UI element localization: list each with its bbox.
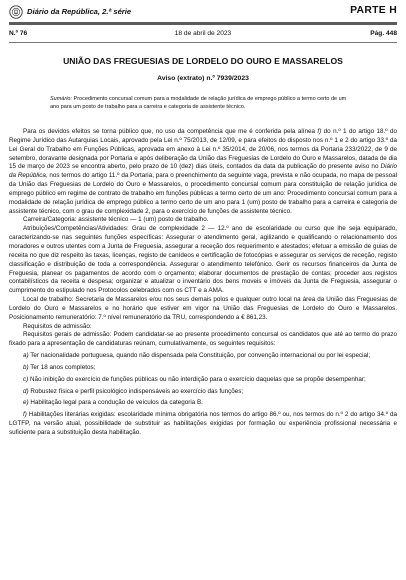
coat-of-arms-icon xyxy=(9,5,23,19)
item-text: Ter 18 anos completos; xyxy=(28,363,96,371)
requirement-item xyxy=(9,388,397,397)
text-run: do n.º 1 do artigo 18.º do Regime Jurídico das Autarquias Locais, aprovado pela Lei n.º 75/2013, de 12/09, e para efeitos do disposto nos n.º 1 e 2 do artigo 33.º da Lei Geral do Trabalho em Funções Públicas, aprovada em anexo à Lei n.º 35/2014, de 20/06, nos termos da Portaria 233/2022, de 9 de setembro, doravante designada por Portaria e após deliberação da União das Freguesias de Lordelo do Ouro e Massarelos, datada de dia 15 de março de 2023 se encontra aberto, pelo prazo de 10 (dez) dias úteis, contados da data da publicação do presente aviso no xyxy=(9,128,397,171)
paragraph-intro xyxy=(9,128,397,216)
item-letter: f) xyxy=(23,411,27,419)
item-text: Robustez física e perfil psicológico indispensáveis ao exercício das funções; xyxy=(28,387,244,395)
item-letter: b) xyxy=(23,363,29,371)
issue-line xyxy=(9,30,397,40)
summary xyxy=(50,96,356,111)
text-run: Para os devidos efeitos se torna público que, no uso da competência que me é conferida pela alínea xyxy=(23,128,318,135)
paragraph-requirements-heading: Requisitos de admissão: xyxy=(23,322,92,330)
page-number: Pág. 448 xyxy=(370,30,397,37)
requirement-item xyxy=(9,399,397,408)
header-divider xyxy=(9,42,397,43)
header-rule xyxy=(9,22,397,25)
entity-title: UNIÃO DAS FREGUESIAS DE LORDELO DO OURO E MASSARELOS xyxy=(63,56,343,66)
notice-body xyxy=(9,128,397,438)
paragraph-duties: Atribuições/Competências/Atividades: Grau de complexidade 2 — 12.º ano de escolaridade ou curso que lhe seja equiparado, caracterizando-se nas seguintes funções específicas: Assegurar o atendimento geral, agilizando e qualificando o relacionamento dos moradores e outros utentes com a Junta de Freguesia, assegurar a receção dos requerimento e atestados; efetuar a emissão de guias de receita no que diz respeito às taxas, licenças, registo de canídeos e certificação de fotocópias e assegurar os serviços de receção, registo classificação e distribuição de toda a correspondência. Assegurar o atendimento telefónico. Gerir os recursos financeiros da Junta de Freguesia, planear os pagamentos de acordo com o orçamento; elaborar documentos de prestação de contas; proceder aos registos contabilísticos da receita e despesa; organizar e atualizar o inventário dos bens moveis e imóveis da Junta de Freguesia, assegurar o cumprimento do estipulado nos Protocolos celebrados com os CTT e a AMA. xyxy=(9,225,397,295)
part-label: PARTE H xyxy=(350,5,397,16)
item-text: Não inibição do exercício de funções públicas ou não interdição para o exercício daquelas que se propõe desempenhar; xyxy=(28,375,366,383)
item-letter: a) xyxy=(23,352,29,360)
item-letter: e) xyxy=(23,399,29,407)
summary-label: Sumário: xyxy=(50,96,73,102)
issue-number: N.º 76 xyxy=(9,30,28,37)
publication-title: Diário da República, 2.ª série xyxy=(27,7,132,16)
text-run: , nos termos do artigo 11.º da Portaria, para o preenchimento da seguinte vaga, prevista e não ocupada, no mapa de pessoal da União das Freguesias de Lordelo do Ouro e Massarelos, o procedimento concursal comum para constituição de relação jurídica de emprego público em regime de contrato de trabalho em funções públicas a termo certo de um ano: Procedimento concursal comum para a modalidade de relação jurídica de emprego público a termo certo de um ano para 1 (um) posto de trabalho para a carreira e categoria de assistente técnico, com o grau de complexidade 2, para o exercício de funções de assistente técnico. xyxy=(9,172,397,215)
requirement-item xyxy=(9,376,397,385)
requirement-item xyxy=(9,411,397,438)
requirement-item xyxy=(9,352,397,361)
item-letter: c) xyxy=(23,375,29,383)
requirement-item xyxy=(9,364,397,373)
item-text: Habilitação legal para a condução de veículos da categoria B. xyxy=(28,399,203,407)
text-run: f) xyxy=(317,128,322,135)
masthead xyxy=(9,5,397,20)
paragraph-workplace: Local de trabalho: Secretaria de Massarelos e/ou nos seus demais polos e qualquer outro local na área da União das Freguesias de Lordelo do Ouro e Massarelos e no horário que estiver em vigor na União das Freguesias de Lordelo do Ouro e Massarelos. Posicionamento remuneratório: 7.º nível remuneratório da TRU, correspondendo a € 861,23. xyxy=(9,296,397,321)
paragraph-general-requirements: Requisitos gerais de admissão: Podem candidatar-se ao presente procedimento concursal os candidatos que até ao termo do prazo fixado para a apresentação de candidaturas reúnam, cumulativamente, os seguintes requisitos: xyxy=(9,331,397,348)
item-letter: d) xyxy=(23,387,29,395)
text-run: Diário da República xyxy=(9,163,397,180)
item-text: Ter nacionalidade portuguesa, quando não dispensada pela Constituição, por convenção internacional ou por lei especial; xyxy=(28,352,371,360)
notice-title: Aviso (extrato) n.º 7939/2023 xyxy=(157,75,249,82)
summary-text: Procedimento concursal comum para a modalidade de relação jurídica de emprego público a termo certo de um ano para um posto de trabalho para a carreira e categoria de assistente técnico. xyxy=(50,96,347,110)
item-text: Habilitações literárias exigidas: escolaridade mínima obrigatória nos termos do artigo 86.º ou, nos termos do n.º 2 do artigo 34.º da LGTFP, na versão atual, possibilidade de substituir as habilitações exigidas por formação ou experiência profissional necessária e suficiente para a substituição desta habilitação. xyxy=(9,411,397,436)
issue-date: 18 de abril de 2023 xyxy=(174,30,232,37)
paragraph-career: Carreira/Categoria: assistente técnico — 1 (um) posto de trabalho. xyxy=(23,216,209,224)
